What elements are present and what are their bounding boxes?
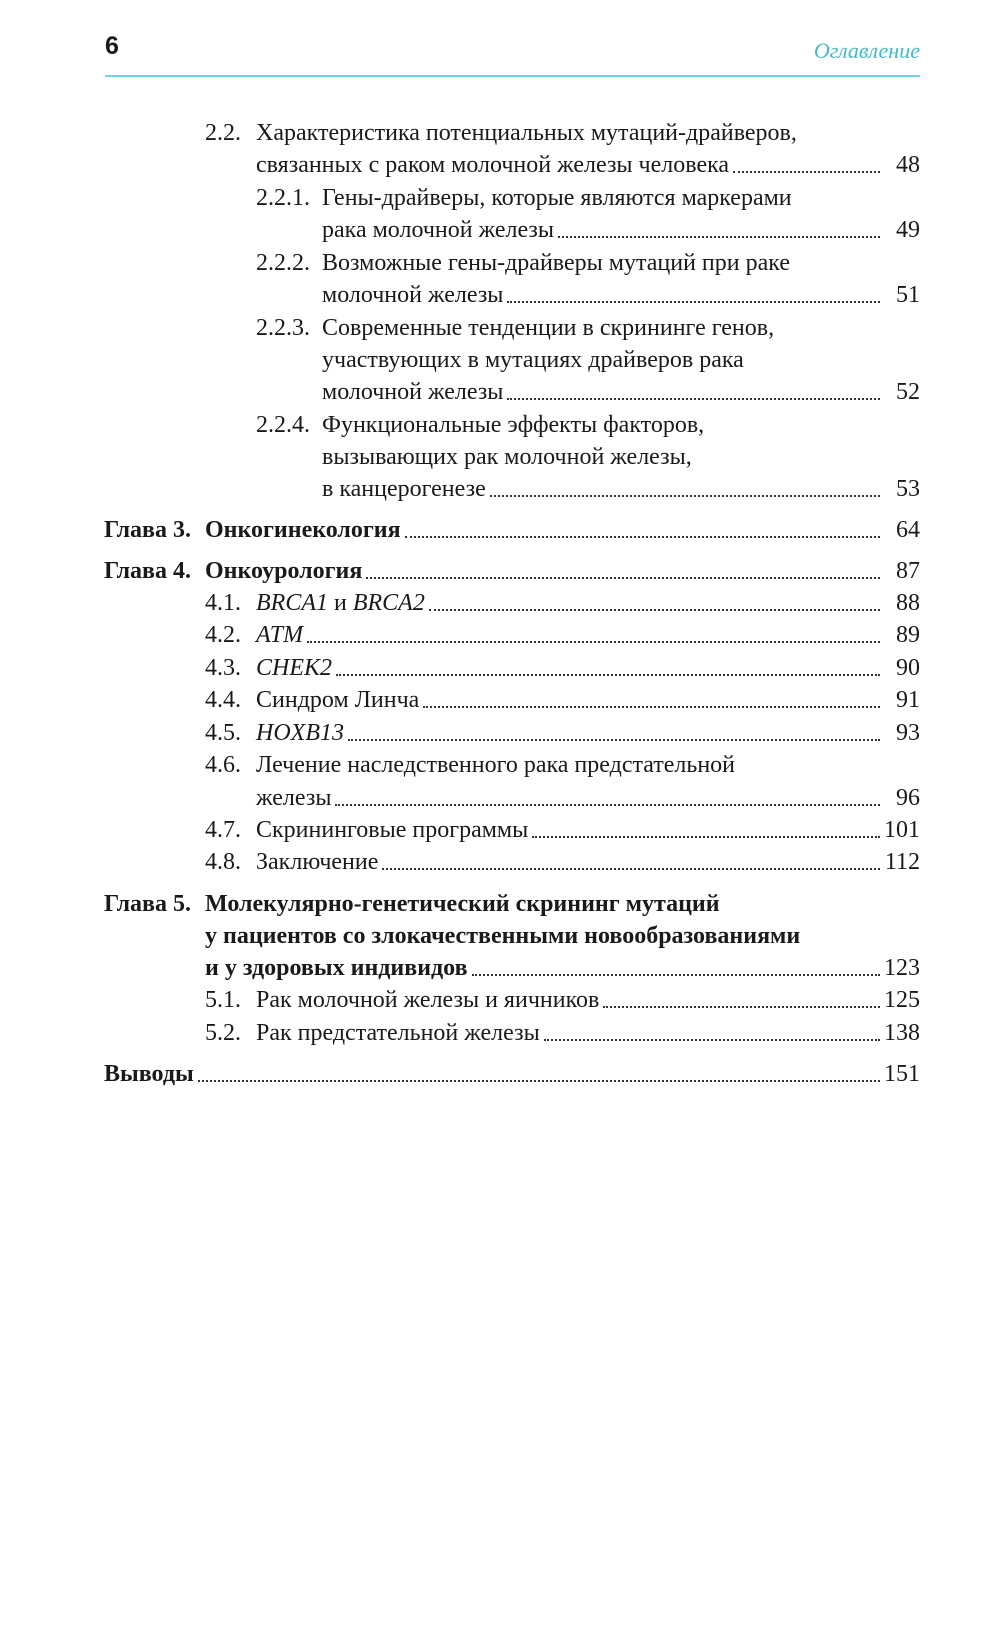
toc-page-number: 52 xyxy=(896,379,920,405)
toc-page-number: 89 xyxy=(896,622,920,648)
toc-entry-2-2-2[interactable]: молочной железы 51 xyxy=(322,278,920,312)
toc-entry-4-4[interactable]: Синдром Линча 91 xyxy=(256,683,920,717)
toc-page-number: 64 xyxy=(896,517,920,543)
toc-entry-4-6-number: 4.6. xyxy=(205,752,241,778)
toc-page-number: 151 xyxy=(884,1061,920,1087)
toc-entry-2-2-4-line2: вызывающих рак молочной железы, xyxy=(322,444,692,470)
toc-chapter-5-line2: у пациентов со злокачественными новообразованиями xyxy=(205,923,801,949)
toc-entry-4-8-number: 4.8. xyxy=(205,849,241,875)
toc-entry-2-2-3-line2: участвующих в мутациях драйверов рака xyxy=(322,347,744,373)
toc-entry-2-2-4[interactable]: в канцерогенезе 53 xyxy=(322,472,920,506)
toc-entry-4-3-number: 4.3. xyxy=(205,655,241,681)
toc-page-number: 90 xyxy=(896,655,920,681)
toc-chapter-3[interactable]: Онкогинекология 64 xyxy=(205,513,920,547)
toc-entry-2-2-4-number: 2.2.4. xyxy=(256,412,310,438)
running-header-title: Оглавление xyxy=(813,38,920,63)
toc-entry-5-2[interactable]: Рак предстательной железы 138 xyxy=(256,1016,920,1050)
toc-page-number: 51 xyxy=(896,282,920,308)
toc-chapter-5-line1: Молекулярно-генетический скрининг мутаций xyxy=(205,891,720,917)
toc-entry-5-2-number: 5.2. xyxy=(205,1020,241,1046)
toc-entry-4-4-number: 4.4. xyxy=(205,687,241,713)
toc-entry-4-1-number: 4.1. xyxy=(205,590,241,616)
toc-entry-2-2[interactable]: связанных с раком молочной железы человека 48 xyxy=(256,148,920,182)
toc-entry-4-5[interactable]: HOXB13 93 xyxy=(256,716,920,750)
toc-page-number: 91 xyxy=(896,687,920,713)
toc-entry-2-2-number: 2.2. xyxy=(205,120,241,146)
toc-conclusions[interactable]: Выводы 151 xyxy=(104,1057,920,1091)
toc-page-number: 101 xyxy=(884,817,920,843)
toc-entry-2-2-3-number: 2.2.3. xyxy=(256,315,310,341)
toc-entry-2-2-2-line1: Возможные гены-драйверы мутаций при раке xyxy=(322,250,790,276)
toc-entry-2-2-3[interactable]: молочной железы 52 xyxy=(322,375,920,409)
toc-entry-4-6-line1: Лечение наследственного рака предстательной xyxy=(256,752,736,778)
toc-entry-2-2-1[interactable]: рака молочной железы 49 xyxy=(322,213,920,247)
toc-entry-4-6[interactable]: железы 96 xyxy=(256,781,920,815)
toc-page-number: 123 xyxy=(884,955,920,981)
toc-page-number: 53 xyxy=(896,476,920,502)
toc-entry-4-8[interactable]: Заключение 112 xyxy=(256,845,920,879)
toc-entry-2-2-line1: Характеристика потенциальных мутаций-драйверов, xyxy=(256,120,797,146)
toc-chapter-4[interactable]: Онкоурология 87 xyxy=(205,554,920,588)
toc-page-number: 125 xyxy=(884,987,920,1013)
toc-chapter-5[interactable]: и у здоровых индивидов 123 xyxy=(205,951,920,985)
page-number: 6 xyxy=(105,32,119,60)
toc-entry-4-7-number: 4.7. xyxy=(205,817,241,843)
toc-entry-4-2[interactable]: ATM 89 xyxy=(256,618,920,652)
toc-page-number: 48 xyxy=(896,152,920,178)
toc-entry-4-2-number: 4.2. xyxy=(205,622,241,648)
toc-page-number: 93 xyxy=(896,720,920,746)
toc-entry-2-2-4-line1: Функциональные эффекты факторов, xyxy=(322,412,705,438)
toc-chapter-5-number: Глава 5. xyxy=(104,891,191,917)
toc-entry-5-1-number: 5.1. xyxy=(205,987,241,1013)
toc-chapter-3-number: Глава 3. xyxy=(104,517,191,543)
toc-page-number: 88 xyxy=(896,590,920,616)
toc-entry-2-2-3-line1: Современные тенденции в скрининге генов, xyxy=(322,315,775,341)
toc-entry-2-2-2-number: 2.2.2. xyxy=(256,250,310,276)
toc-entry-4-5-number: 4.5. xyxy=(205,720,241,746)
toc-entry-4-1[interactable]: BRCA1 и BRCA2 88 xyxy=(256,586,920,620)
toc-page-number: 87 xyxy=(896,558,920,584)
toc-page-number: 49 xyxy=(896,217,920,243)
toc-page-number: 138 xyxy=(884,1020,920,1046)
toc-entry-2-2-1-number: 2.2.1. xyxy=(256,185,310,211)
toc-page-number: 96 xyxy=(896,785,920,811)
header-rule xyxy=(105,75,920,77)
toc-entry-2-2-1-line1: Гены-драйверы, которые являются маркерами xyxy=(322,185,792,211)
toc-entry-5-1[interactable]: Рак молочной железы и яичников 125 xyxy=(256,983,920,1017)
toc-page-number: 112 xyxy=(884,849,920,875)
toc-chapter-4-number: Глава 4. xyxy=(104,558,191,584)
toc-entry-4-7[interactable]: Скрининговые программы 101 xyxy=(256,813,920,847)
toc-entry-4-3[interactable]: CHEK2 90 xyxy=(256,651,920,685)
